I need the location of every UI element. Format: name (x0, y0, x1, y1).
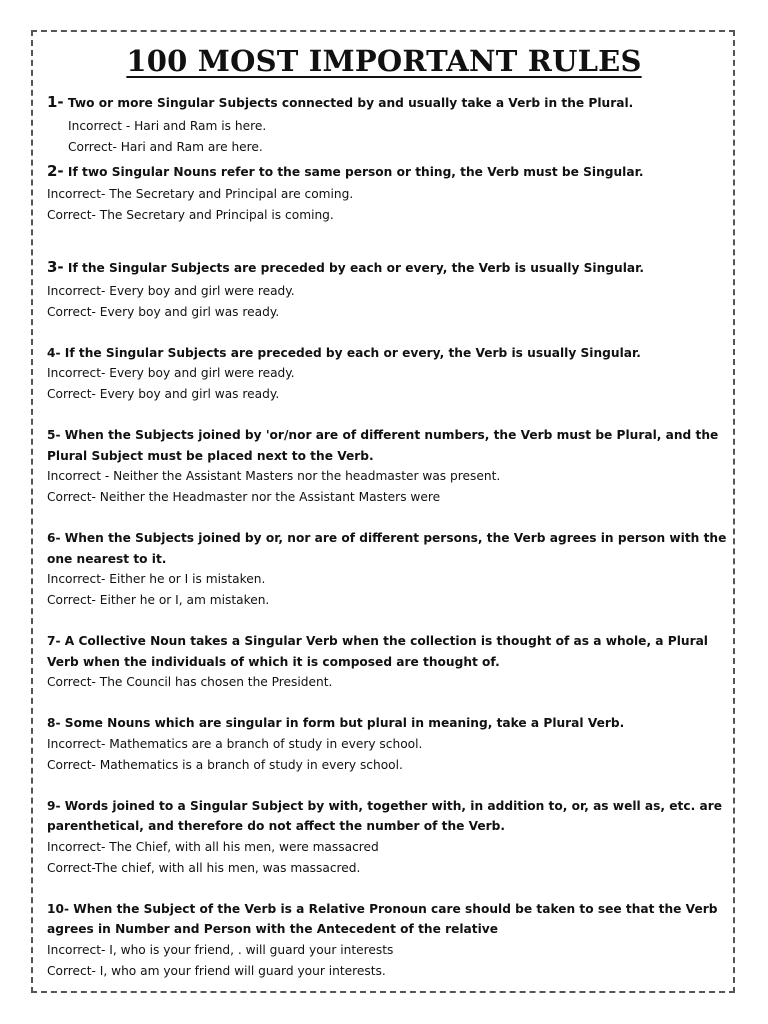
correct-example: Correct- The Secretary and Principal is coming. (47, 208, 334, 222)
rule-8 (47, 713, 727, 776)
rule-1 (47, 92, 727, 158)
rule-heading (47, 92, 727, 114)
rule-number: 2- (47, 161, 64, 180)
rule-heading (47, 257, 727, 279)
rule-9 (47, 796, 727, 879)
rule-2 (47, 161, 727, 227)
correct-example: Correct- I, who am your friend will guard your interests. (47, 963, 386, 978)
rule-heading (47, 796, 727, 837)
rule-text: Words joined to a Singular Subject by with, together with, in addition to, or, as well as, etc. are parenthetical, and therefore do not affect the number of the Verb. (47, 798, 722, 833)
incorrect-example: Incorrect - Neither the Assistant Masters nor the headmaster was present. (47, 469, 501, 483)
rule-10 (47, 899, 727, 982)
rule-5 (47, 425, 727, 508)
page-title: 100 MOST IMPORTANT RULES (126, 44, 642, 78)
incorrect-example: Incorrect - Hari and Ram is here. (68, 118, 267, 133)
rule-text: If the Singular Subjects are preceded by each or every, the Verb is usually Singular. (64, 345, 641, 360)
rule-heading (47, 713, 727, 734)
rule-heading (47, 161, 727, 183)
rule-heading (47, 528, 727, 569)
rules-list (47, 92, 727, 982)
incorrect-example: Incorrect- The Secretary and Principal are coming. (47, 187, 354, 201)
rule-number: 5- (47, 428, 61, 442)
rule-heading (47, 899, 727, 940)
rule-number: 4- (47, 345, 61, 360)
rule-text: When the Subject of the Verb is a Relative Pronoun care should be taken to see that the Verb agrees in Number and Person with the Antecedent of the relative (47, 901, 718, 936)
correct-example: Correct-The chief, with all his men, was massacred. (47, 860, 361, 875)
correct-example: Correct- Mathematics is a branch of study in every school. (47, 757, 403, 772)
rule-number: 3- (47, 258, 64, 276)
rule-text: Some Nouns which are singular in form but plural in meaning, take a Plural Verb. (64, 716, 625, 730)
rule-number: 10- (47, 901, 70, 916)
incorrect-example: Incorrect- I, who is your friend, . will guard your interests (47, 942, 394, 957)
rule-heading (47, 631, 727, 672)
rule-text: A Collective Noun takes a Singular Verb when the collection is thought of as a whole, a Plural Verb when the individuals of which it is composed are thought of. (47, 634, 708, 669)
rule-number: 6- (47, 531, 61, 545)
rule-4 (47, 343, 727, 406)
incorrect-example: Incorrect- Every boy and girl were ready. (47, 283, 295, 298)
incorrect-example: Incorrect- Either he or I is mistaken. (47, 572, 266, 586)
rule-heading (47, 343, 727, 364)
correct-example: Correct- Either he or I, am mistaken. (47, 593, 270, 607)
incorrect-example: Incorrect- Mathematics are a branch of study in every school. (47, 736, 423, 751)
rule-number: 7- (47, 634, 61, 648)
rule-text: If the Singular Subjects are preceded by each or every, the Verb is usually Singular. (67, 261, 644, 275)
rule-7 (47, 631, 727, 693)
rule-text: When the Subjects joined by or, nor are of different persons, the Verb agrees in person with the one nearest to it. (47, 531, 727, 566)
rule-heading (47, 425, 727, 466)
rule-text: If two Singular Nouns refer to the same person or thing, the Verb must be Singular. (67, 164, 644, 179)
incorrect-example: Incorrect- Every boy and girl were ready. (47, 366, 295, 380)
rule-number: 9- (47, 798, 61, 813)
rule-6 (47, 528, 727, 611)
correct-example: Correct- Every boy and girl was ready. (47, 304, 280, 319)
rule-number: 8- (47, 716, 61, 730)
rule-text: When the Subjects joined by 'or/nor are of different numbers, the Verb must be Plural, and the Plural Subject must be placed next to the Verb. (47, 428, 719, 463)
correct-example: Correct- Neither the Headmaster nor the Assistant Masters were (47, 490, 441, 504)
incorrect-example: Incorrect- The Chief, with all his men, were massacred (47, 839, 379, 854)
correct-example: Correct- Hari and Ram are here. (68, 139, 263, 154)
correct-example: Correct- The Council has chosen the President. (47, 675, 333, 689)
rule-number: 1- (47, 93, 64, 111)
rule-text: Two or more Singular Subjects connected by and usually take a Verb in the Plural. (67, 96, 634, 110)
correct-example: Correct- Every boy and girl was ready. (47, 387, 280, 401)
rule-3 (47, 257, 727, 323)
